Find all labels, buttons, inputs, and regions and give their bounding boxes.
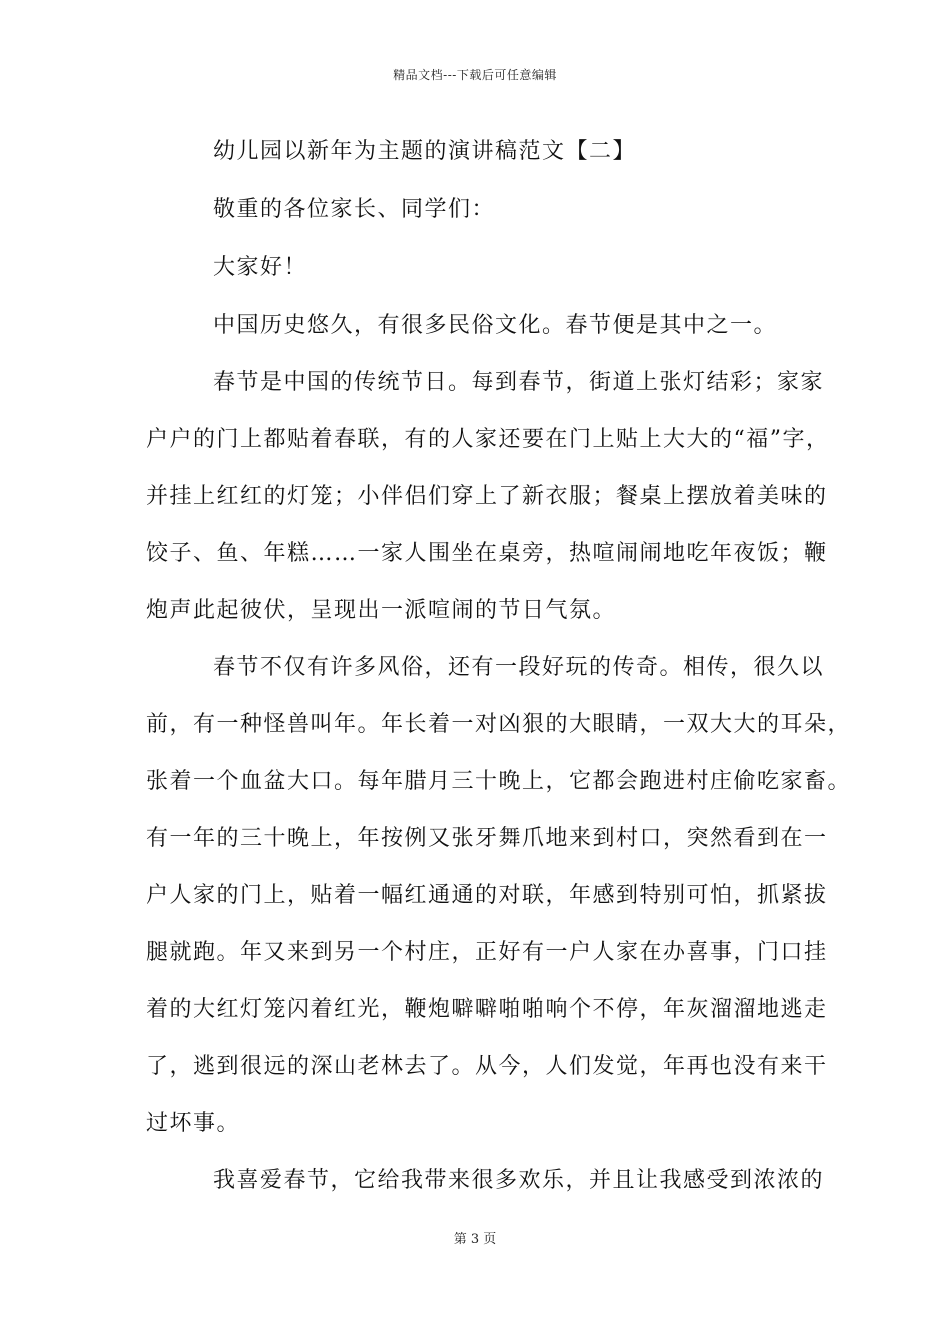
paragraph-1-line: 炮声此起彼伏，呈现出一派喧闹的节日气氛。 [146,598,617,623]
page-header: 精品文档---下载后可任意编辑 [393,68,557,82]
paragraph-2-line: 春节不仅有许多风俗，还有一段好玩的传奇。相传，很久以 [213,655,825,680]
document-title: 幼儿园以新年为主题的演讲稿范文【二】 [213,139,637,164]
paragraph-1-line: 并挂上红红的灯笼；小伴侣们穿上了新衣服；餐桌上摆放着美味的 [146,484,828,509]
page-number: 第 3 页 [453,1232,497,1247]
greeting: 大家好！ [213,255,308,280]
paragraph-2-line: 前，有一种怪兽叫年。年长着一对凶狠的大眼睛，一双大大的耳朵， [146,712,852,737]
paragraph-2-line: 着的大红灯笼闪着红光，鞭炮噼噼啪啪响个不停，年灰溜溜地逃走 [146,997,828,1022]
paragraph-1-line: 户户的门上都贴着春联，有的人家还要在门上贴上大大的“福”字， [146,427,830,452]
paragraph-2-line: 张着一个血盆大口。每年腊月三十晚上，它都会跑进村庄偷吃家畜。 [146,769,852,794]
paragraph-2-line: 过坏事。 [146,1111,241,1136]
paragraph-2-line: 户人家的门上，贴着一幅红通通的对联，年感到特别可怕，抓紧拔 [146,883,828,908]
salutation: 敬重的各位家长、同学们： [213,197,496,222]
intro-paragraph: 中国历史悠久，有很多民俗文化。春节便是其中之一。 [213,313,778,338]
paragraph-2-line: 腿就跑。年又来到另一个村庄，正好有一户人家在办喜事，门口挂 [146,940,828,965]
paragraph-2-line: 有一年的三十晚上，年按例又张牙舞爪地来到村口，突然看到在一 [146,826,828,851]
paragraph-3-line: 我喜爱春节，它给我带来很多欢乐，并且让我感受到浓浓的 [213,1168,825,1193]
paragraph-1-line: 饺子、鱼、年糕……一家人围坐在桌旁，热喧闹闹地吃年夜饭；鞭 [146,541,828,566]
paragraph-2-line: 了，逃到很远的深山老林去了。从今，人们发觉，年再也没有来干 [146,1054,828,1079]
paragraph-1-line: 春节是中国的传统节日。每到春节，街道上张灯结彩；家家 [213,370,825,395]
